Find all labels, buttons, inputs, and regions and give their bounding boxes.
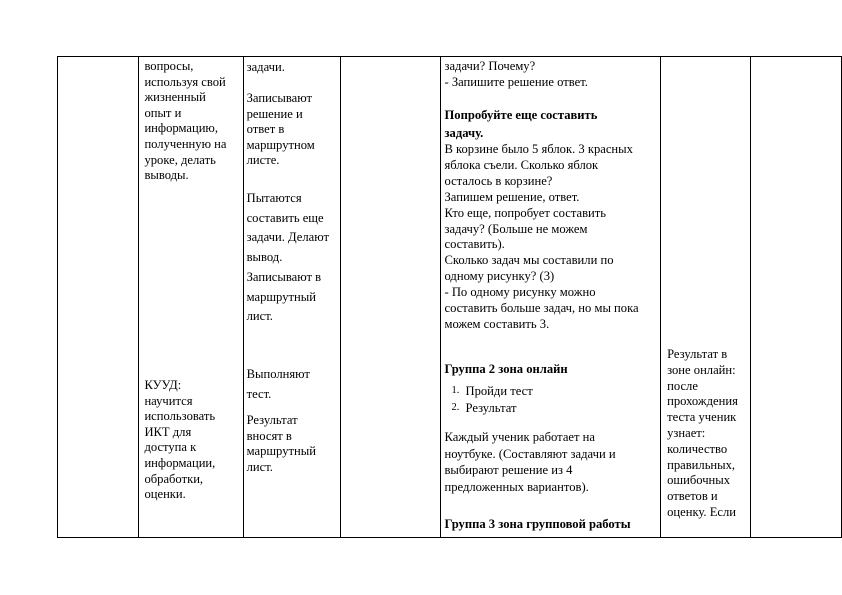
group2-heading: Группа 2 зона онлайн (444, 362, 568, 376)
text-line: использовать (144, 409, 216, 424)
activity-text-5 (247, 413, 316, 475)
text-line: лист. (246, 309, 273, 324)
activity-text-4 (247, 365, 310, 404)
text-line: задачу? (Больше не можем (444, 221, 588, 236)
group3-heading: Группа 3 зона групповой работы (444, 517, 631, 531)
text-line: полученную на (144, 136, 227, 151)
text-line: маршрутном (246, 137, 315, 152)
table-cell-assessment (661, 57, 751, 538)
text-line: научится (144, 393, 193, 408)
table-cell-resources (751, 57, 842, 538)
text-line: предложенных вариантов). (444, 479, 589, 494)
text-line: вывод. (246, 250, 283, 265)
text-line: выбирают решение из 4 (444, 463, 573, 477)
text-line: ИКТ для (144, 424, 192, 439)
text-line: уроке, делать (144, 152, 216, 167)
text-line: доступа к (144, 440, 197, 455)
assessment-text (667, 347, 738, 521)
text-line: ответ в (246, 122, 285, 137)
text-line: теста ученик (667, 410, 737, 425)
text-line: тест. (246, 386, 272, 401)
text-line: вопросы, (144, 59, 194, 73)
lesson-plan-table (57, 56, 842, 538)
text-line: Выполняют (246, 367, 310, 381)
text-line: выводы. (144, 168, 189, 183)
text-line: жизненный (144, 90, 206, 105)
text-line: правильных, (667, 457, 736, 472)
text-line: используя свой (144, 74, 226, 89)
text-line: Запишем решение, ответ. (444, 189, 580, 204)
text-line: маршрутный (246, 444, 316, 459)
text-line: ошибочных (667, 473, 731, 488)
list-item (441, 400, 532, 417)
text-line: - По одному рисунку можно (444, 285, 596, 300)
text-line: прохождения (667, 394, 738, 409)
text-line: листе. (246, 153, 280, 168)
group2-body (444, 429, 615, 495)
text-line: оценки. (144, 487, 186, 502)
text-line: информацию, (144, 121, 218, 136)
text-line: оценку. Если (667, 504, 737, 519)
text-line: Результат (246, 413, 298, 427)
text-line: осталось в корзине? (444, 173, 553, 188)
activity-text-2 (247, 91, 315, 169)
table-cell-teacher-activity (441, 57, 661, 538)
text-line: узнает: (667, 425, 706, 440)
list-text: Результат (465, 400, 517, 415)
text-line: после (667, 378, 698, 393)
text-line: Пытаются (246, 191, 302, 205)
text-line: составить). (444, 237, 505, 252)
table-cell-empty (341, 57, 441, 538)
text-line: ответов и (667, 489, 718, 504)
text-line: лист. (246, 459, 273, 474)
text-line: зоне онлайн: (667, 362, 736, 377)
list-number: 2. (451, 401, 460, 413)
text-line: можем составить 3. (444, 316, 550, 331)
table-cell-student-activity (243, 57, 341, 538)
text-line: одному рисунку? (3) (444, 269, 555, 284)
activity-text-1 (247, 60, 285, 76)
text-line: Записывают в (246, 269, 322, 284)
text-line: составить еще (246, 210, 324, 225)
text-line: опыт и (144, 105, 182, 120)
kuud-text (144, 378, 215, 503)
text-line: задачи. Делают (246, 230, 329, 245)
text-line: Записывают (246, 91, 312, 105)
text-line: Каждый ученик работает на (444, 430, 595, 444)
text-line: яблока съели. Сколько яблок (444, 157, 599, 172)
text-line: количество (667, 441, 728, 456)
list-number: 1. (451, 385, 460, 396)
text-line: Результат в (667, 347, 728, 361)
text-line: задачу. (444, 126, 484, 140)
table-row (58, 57, 842, 538)
text-line: Попробуйте еще составить (444, 108, 598, 122)
table-cell-stage (58, 57, 139, 538)
text-line: - Запишите решение ответ. (444, 74, 588, 89)
activity-text-3 (247, 189, 329, 327)
list-text: Пройди тест (465, 384, 533, 398)
text-line: составить больше задач, но мы пока (444, 301, 639, 316)
try-body (444, 142, 638, 333)
text-line: задачи? Почему? (444, 59, 536, 73)
try-heading (444, 106, 597, 142)
text-line: вносят в (246, 428, 292, 443)
list-item (441, 383, 532, 400)
teacher-text-top (444, 59, 587, 90)
text-line: Кто еще, попробует составить (444, 205, 607, 220)
text-line: КУУД: (144, 378, 182, 392)
text-line: В корзине было 5 яблок. 3 красных (444, 142, 633, 156)
text-line: Сколько задач мы составили по (444, 253, 614, 268)
text-line: информации, (144, 455, 216, 470)
results-text (144, 59, 226, 184)
steps-list (441, 383, 532, 416)
text-line: задачи. (246, 60, 285, 74)
table-cell-results (139, 57, 243, 538)
text-line: ноутбуке. (Составляют задачи и (444, 446, 616, 461)
text-line: обработки, (144, 471, 204, 486)
text-line: маршрутный (246, 289, 316, 304)
text-line: решение и (246, 106, 303, 121)
